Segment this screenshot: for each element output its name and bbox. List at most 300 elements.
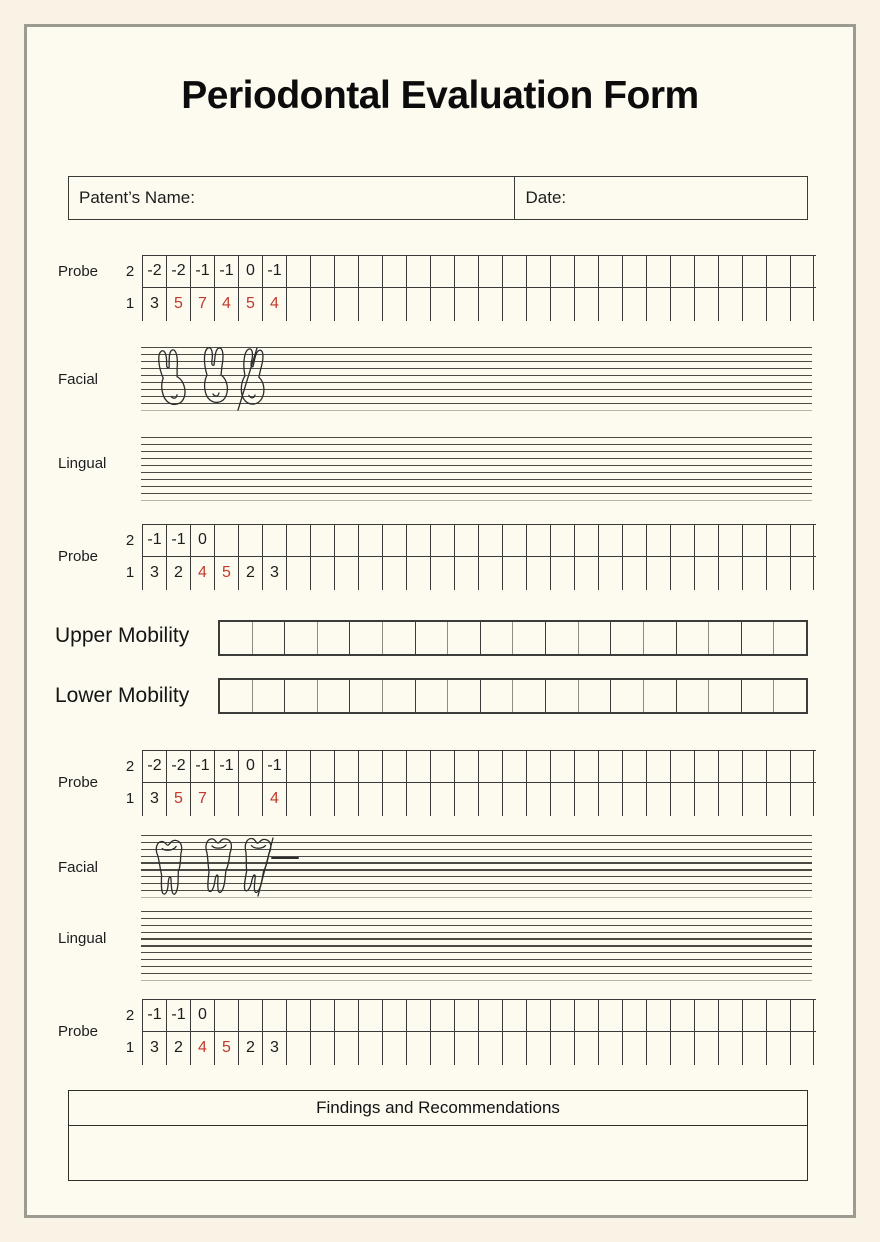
mobility-cell[interactable] [742,680,775,712]
probe-cell[interactable] [430,783,454,816]
probe-cell[interactable]: 3 [142,783,166,816]
probe-cell[interactable] [526,557,550,590]
probe-cell[interactable] [718,1000,742,1031]
probe-cell[interactable] [430,751,454,782]
probe-cell[interactable] [790,1032,814,1065]
probe-cell[interactable] [718,288,742,321]
probe-cell[interactable] [550,783,574,816]
mobility-cell[interactable] [774,680,806,712]
mobility-cell[interactable] [285,622,318,654]
ruled-line [141,952,812,953]
mobility-cell[interactable] [253,680,286,712]
probe-cell[interactable] [718,525,742,556]
probe-cell[interactable] [430,525,454,556]
probe-cell[interactable] [286,256,310,287]
probe-cell[interactable] [742,557,766,590]
probe-cell[interactable] [502,751,526,782]
mobility-cell[interactable] [611,680,644,712]
probe-cell[interactable]: -1 [214,256,238,287]
probe-cell[interactable] [622,288,646,321]
probe-cell[interactable] [382,1000,406,1031]
probe-cell[interactable] [526,1032,550,1065]
probe-cell[interactable] [598,1032,622,1065]
mobility-cell[interactable] [579,680,612,712]
probe-cell[interactable] [574,1032,598,1065]
probe-cell[interactable] [742,288,766,321]
probe-cell[interactable] [622,1000,646,1031]
probe-cell[interactable]: 4 [190,557,214,590]
lower-mobility-grid [218,678,808,714]
mobility-cell[interactable] [383,622,416,654]
probe-cell[interactable] [790,1000,814,1031]
probe-cell[interactable] [310,525,334,556]
probe-cell[interactable] [454,557,478,590]
probe-cell[interactable] [622,1032,646,1065]
probe-cell[interactable]: 5 [166,288,190,321]
probe-cell[interactable]: 5 [166,783,190,816]
probe-cell[interactable] [574,557,598,590]
ruled-line [141,347,812,348]
ruled-line [141,980,812,981]
probe-cell[interactable]: -2 [142,751,166,782]
probe-cell[interactable] [502,1000,526,1031]
probe-cell[interactable] [670,1000,694,1031]
probe-cell[interactable] [358,557,382,590]
probe-cell[interactable] [286,1032,310,1065]
probe-cell[interactable]: 4 [214,288,238,321]
probe-cell[interactable] [694,783,718,816]
probe-cell[interactable] [646,557,670,590]
probe-cell[interactable] [310,256,334,287]
probe-cell[interactable] [646,288,670,321]
probe-cell[interactable] [406,783,430,816]
patient-name-field[interactable] [69,177,515,219]
probe-cell[interactable] [478,256,502,287]
probe-cell[interactable] [454,1032,478,1065]
probe-grid [142,255,816,321]
probe-cell[interactable] [742,525,766,556]
probe-row-2 [142,524,816,557]
probe-cell[interactable] [502,557,526,590]
probe-cell[interactable] [598,288,622,321]
probe-cell[interactable] [574,1000,598,1031]
probe-cell[interactable] [742,1032,766,1065]
probe-cell[interactable] [766,525,790,556]
probe-cell[interactable]: 4 [190,1032,214,1065]
probe-cell[interactable]: -1 [142,525,166,556]
probe-cell[interactable] [430,557,454,590]
ruled-line [141,500,812,501]
probe-cell[interactable] [430,1000,454,1031]
mobility-cell[interactable] [742,622,775,654]
ruled-line [141,925,812,926]
mobility-cell[interactable] [644,622,677,654]
probe-cell[interactable] [574,751,598,782]
findings-header: Findings and Recommendations [69,1091,807,1126]
probe-cell[interactable]: -1 [166,525,190,556]
mobility-cell[interactable] [546,622,579,654]
probe-cell[interactable] [406,557,430,590]
mobility-cell[interactable] [774,622,806,654]
probe-cell[interactable] [790,256,814,287]
probe-cell[interactable]: 5 [214,1032,238,1065]
probe-cell[interactable] [478,288,502,321]
probe-cell[interactable] [766,1032,790,1065]
probe-cell[interactable] [598,783,622,816]
probe-cell[interactable] [622,751,646,782]
probe-cell[interactable] [310,783,334,816]
probe-cell[interactable] [646,525,670,556]
probe-cell[interactable] [718,256,742,287]
probe-cell[interactable] [790,288,814,321]
probe-cell[interactable] [622,525,646,556]
probe-cell[interactable]: -2 [166,751,190,782]
probe-cell[interactable] [382,783,406,816]
ruled-line [141,382,812,383]
probe-cell[interactable] [358,1032,382,1065]
probe-cell[interactable] [526,783,550,816]
patient-info-box [68,176,808,220]
mobility-cell[interactable] [318,680,351,712]
probe-cell[interactable] [286,783,310,816]
probe-cell[interactable] [670,256,694,287]
probe-cell[interactable]: -1 [262,751,286,782]
ruled-line [141,869,812,870]
probe-cell[interactable] [286,288,310,321]
lingual-ruled-lines [141,911,812,981]
probe-cell[interactable] [310,557,334,590]
probe-cell[interactable] [334,1032,358,1065]
probe-cell[interactable]: -1 [166,1000,190,1031]
probe-cell[interactable] [382,557,406,590]
probe-cell[interactable] [670,557,694,590]
probe-cell[interactable] [574,525,598,556]
probe-cell[interactable] [526,1000,550,1031]
ruled-line [141,410,812,411]
probe-cell[interactable] [382,256,406,287]
probe-cell[interactable] [334,751,358,782]
probe-cell[interactable] [766,1000,790,1031]
probe-cell[interactable] [766,783,790,816]
row-label-2: 2 [125,262,135,280]
probe-cell[interactable] [358,751,382,782]
row-label-1: 1 [125,789,135,807]
probe-cell[interactable]: 2 [166,557,190,590]
probe-cell[interactable] [622,557,646,590]
probe-cell[interactable] [694,1000,718,1031]
probe-cell[interactable] [310,1000,334,1031]
mobility-cell[interactable] [611,622,644,654]
probe-cell[interactable] [454,783,478,816]
ruled-line [141,493,812,494]
probe-cell[interactable] [238,783,262,816]
probe-cell[interactable] [406,288,430,321]
probe-cell[interactable] [670,783,694,816]
mobility-cell[interactable] [220,680,253,712]
probe-cell[interactable] [622,783,646,816]
probe-cell[interactable] [454,751,478,782]
probe-row-2 [142,255,816,288]
probe-cell[interactable] [526,288,550,321]
probe-cell[interactable]: 2 [238,557,262,590]
findings-input-area[interactable] [69,1126,807,1180]
probe-cell[interactable] [382,1032,406,1065]
probe-cell[interactable] [406,1000,430,1031]
probe-cell[interactable]: 7 [190,288,214,321]
probe-cell[interactable]: 3 [262,1032,286,1065]
probe-cell[interactable] [694,751,718,782]
ruled-line [141,396,812,397]
probe-cell[interactable]: -1 [190,751,214,782]
mobility-cell[interactable] [677,680,710,712]
probe-cell[interactable] [598,256,622,287]
probe-cell[interactable] [766,557,790,590]
probe-cell[interactable]: -2 [166,256,190,287]
probe-cell[interactable] [598,525,622,556]
mobility-cell[interactable] [383,680,416,712]
mobility-cell[interactable] [513,680,546,712]
probe-cell[interactable] [430,256,454,287]
lower-mobility-label: Lower Mobility [55,684,190,707]
mobility-cell[interactable] [644,680,677,712]
probe-cell[interactable] [694,557,718,590]
probe-cell[interactable] [646,751,670,782]
row-label-1: 1 [125,563,135,581]
probe-cell[interactable] [502,525,526,556]
probe-cell[interactable] [694,525,718,556]
date-field[interactable] [515,177,807,219]
probe-cell[interactable] [526,751,550,782]
probe-cell[interactable]: 2 [166,1032,190,1065]
mobility-cell[interactable] [285,680,318,712]
upper-mobility-label: Upper Mobility [55,624,190,647]
probe-cell[interactable] [358,256,382,287]
probe-cell[interactable]: -1 [262,256,286,287]
mobility-cell[interactable] [709,622,742,654]
probe-cell[interactable] [598,1000,622,1031]
probe-cell[interactable] [334,1000,358,1031]
probe-cell[interactable]: 0 [190,525,214,556]
probe-cell[interactable] [718,1032,742,1065]
probe-label: Probe [58,1023,99,1041]
probe-cell[interactable]: 0 [190,1000,214,1031]
probe-cell[interactable] [526,256,550,287]
probe-cell[interactable] [382,751,406,782]
probe-cell[interactable] [406,525,430,556]
probe-cell[interactable] [502,783,526,816]
probe-cell[interactable] [478,751,502,782]
mobility-cell[interactable] [318,622,351,654]
probe-row-1 [142,1032,816,1065]
probe-cell[interactable] [454,525,478,556]
ruled-line [141,842,812,843]
probe-cell[interactable] [478,525,502,556]
probe-cell[interactable] [358,783,382,816]
probe-cell[interactable] [550,1000,574,1031]
probe-cell[interactable] [790,783,814,816]
probe-cell[interactable] [430,288,454,321]
probe-cell[interactable] [694,1032,718,1065]
ruled-line [141,883,812,884]
probe-cell[interactable] [766,288,790,321]
probe-cell[interactable] [310,1032,334,1065]
mobility-cell[interactable] [350,622,383,654]
probe-cell[interactable] [790,525,814,556]
probe-cell[interactable] [550,525,574,556]
mobility-cell[interactable] [579,622,612,654]
mobility-cell[interactable] [677,622,710,654]
probe-cell[interactable] [214,783,238,816]
probe-cell[interactable] [478,783,502,816]
probe-cell[interactable] [550,1032,574,1065]
probe-cell[interactable] [526,525,550,556]
probe-cell[interactable] [262,525,286,556]
mobility-cell[interactable] [220,622,253,654]
probe-cell[interactable] [238,525,262,556]
mobility-cell[interactable] [416,622,449,654]
probe-cell[interactable] [286,557,310,590]
probe-cell[interactable] [646,256,670,287]
probe-cell[interactable] [478,1000,502,1031]
probe-cell[interactable] [430,1032,454,1065]
probe-cell[interactable]: 5 [214,557,238,590]
probe-cell[interactable] [766,256,790,287]
upper-mobility-grid [218,620,808,656]
probe-cell[interactable] [742,256,766,287]
probe-cell[interactable] [574,256,598,287]
probe-cell[interactable] [790,751,814,782]
probe-cell[interactable] [670,751,694,782]
probe-cell[interactable] [670,1032,694,1065]
probe-cell[interactable] [286,751,310,782]
probe-cell[interactable] [550,288,574,321]
probe-cell[interactable] [454,1000,478,1031]
probe-cell[interactable] [550,256,574,287]
probe-cell[interactable] [694,288,718,321]
probe-cell[interactable] [598,557,622,590]
probe-cell[interactable] [214,1000,238,1031]
mobility-cell[interactable] [416,680,449,712]
probe-cell[interactable] [574,288,598,321]
mobility-cell[interactable] [481,622,514,654]
ruled-line [141,897,812,898]
probe-cell[interactable] [334,783,358,816]
probe-cell[interactable]: -2 [142,256,166,287]
probe-cell[interactable]: -1 [190,256,214,287]
mobility-cell[interactable] [350,680,383,712]
probe-cell[interactable] [670,525,694,556]
probe-cell[interactable] [718,557,742,590]
probe-cell[interactable] [358,525,382,556]
mobility-cell[interactable] [481,680,514,712]
probe-cell[interactable] [502,1032,526,1065]
probe-cell[interactable] [718,751,742,782]
probe-cell[interactable] [646,783,670,816]
patient-name-label: Patent’s Name: [79,188,195,207]
probe-cell[interactable] [766,751,790,782]
probe-cell[interactable] [310,751,334,782]
mobility-cell[interactable] [448,622,481,654]
probe-cell[interactable] [382,525,406,556]
probe-cell[interactable]: 0 [238,256,262,287]
probe-cell[interactable] [718,783,742,816]
facial-ruled-lines [141,835,812,898]
probe-cell[interactable]: -1 [214,751,238,782]
probe-cell[interactable] [358,288,382,321]
probe-cell[interactable] [694,256,718,287]
probe-cell[interactable] [334,557,358,590]
probe-cell[interactable] [334,525,358,556]
probe-cell[interactable] [574,783,598,816]
probe-cell[interactable] [502,256,526,287]
probe-cell[interactable] [742,1000,766,1031]
ruled-line [141,835,812,836]
probe-cell[interactable]: 7 [190,783,214,816]
probe-row-labels [118,524,142,590]
probe-cell[interactable] [742,751,766,782]
probe-cell[interactable] [478,557,502,590]
probe-cell[interactable] [286,1000,310,1031]
probe-cell[interactable] [358,1000,382,1031]
probe-cell[interactable] [406,256,430,287]
probe-cell[interactable] [238,1000,262,1031]
probe-cell[interactable] [598,751,622,782]
probe-cell[interactable] [550,751,574,782]
probe-cell[interactable]: 5 [238,288,262,321]
mobility-cell[interactable] [253,622,286,654]
probe-cell[interactable] [502,288,526,321]
mobility-cell[interactable] [546,680,579,712]
probe-cell[interactable] [382,288,406,321]
probe-cell[interactable] [334,288,358,321]
probe-cell[interactable] [310,288,334,321]
probe-cell[interactable] [406,1032,430,1065]
mobility-cell[interactable] [709,680,742,712]
probe-cell[interactable] [286,525,310,556]
lingual-label: Lingual [58,930,107,947]
probe-cell[interactable] [670,288,694,321]
probe-cell[interactable]: -1 [142,1000,166,1031]
probe-cell[interactable] [646,1000,670,1031]
probe-row-labels [118,750,142,816]
probe-cell[interactable] [622,256,646,287]
probe-cell[interactable]: 3 [142,288,166,321]
probe-cell[interactable] [214,525,238,556]
probe-cell[interactable] [454,288,478,321]
probe-cell[interactable] [550,557,574,590]
probe-cell[interactable] [478,1032,502,1065]
probe-cell[interactable]: 4 [262,783,286,816]
probe-cell[interactable] [454,256,478,287]
mobility-cell[interactable] [448,680,481,712]
probe-cell[interactable] [334,256,358,287]
probe-cell[interactable] [406,751,430,782]
probe-cell[interactable] [262,1000,286,1031]
probe-cell[interactable]: 3 [262,557,286,590]
probe-cell[interactable] [646,1032,670,1065]
probe-row-labels [118,255,142,321]
probe-cell[interactable]: 0 [238,751,262,782]
row-label-1: 1 [125,1038,135,1056]
probe-cell[interactable]: 2 [238,1032,262,1065]
probe-cell[interactable]: 4 [262,288,286,321]
probe-row-labels [118,999,142,1065]
probe-cell[interactable]: 3 [142,557,166,590]
mobility-cell[interactable] [513,622,546,654]
probe-cell[interactable] [790,557,814,590]
probe-cell[interactable]: 3 [142,1032,166,1065]
probe-cell[interactable] [742,783,766,816]
